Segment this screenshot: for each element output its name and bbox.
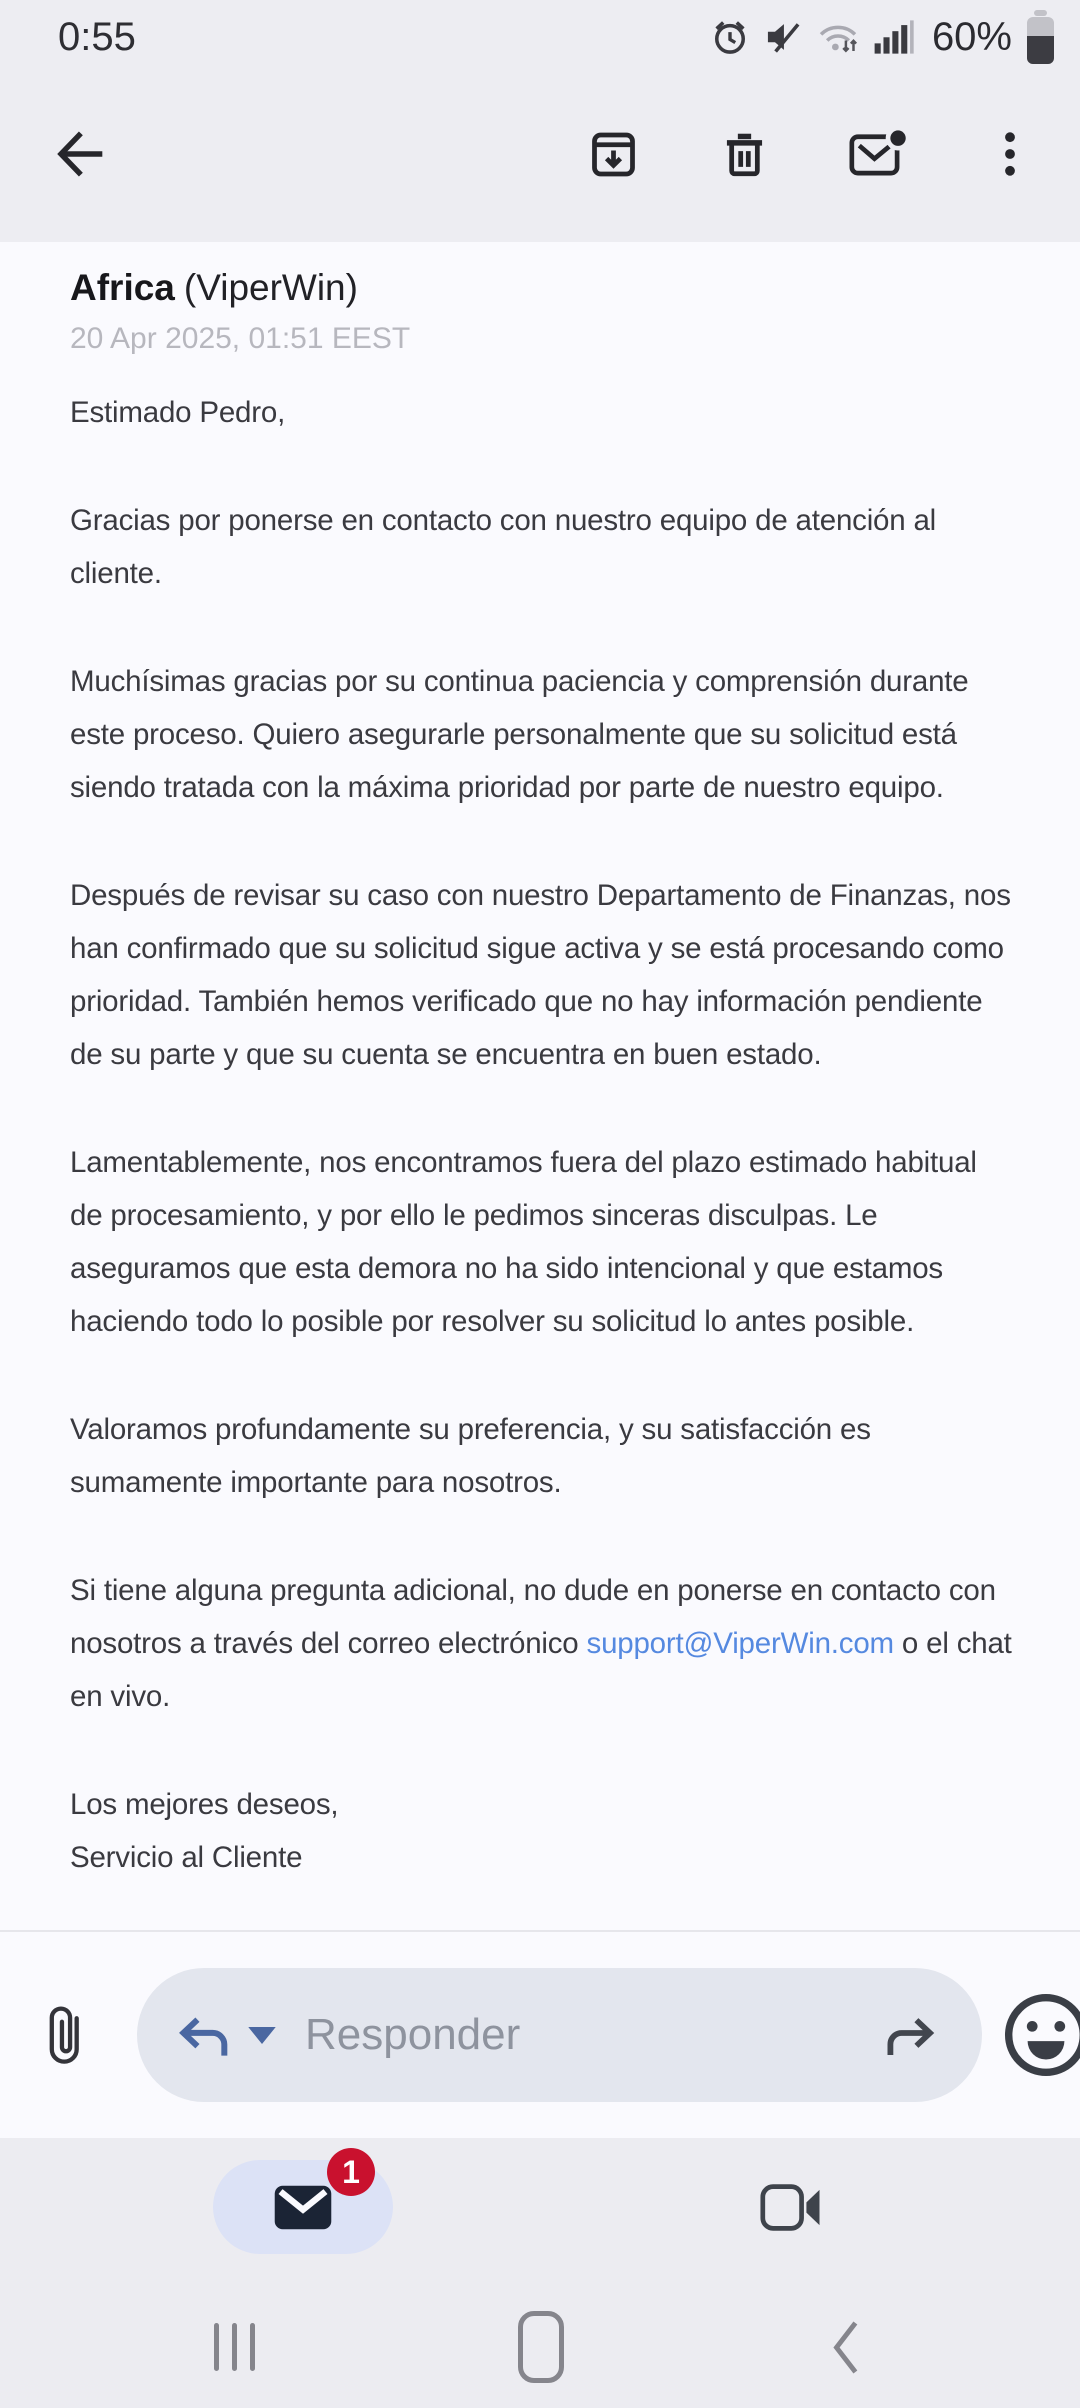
caret-down-icon[interactable] bbox=[247, 2026, 277, 2045]
paragraph: Muchísimas gracias por su continua paciencia y comprensión durante este proceso. Quiero asegurarle personalmente que su solicitud está siendo tratada con la máxima prioridad por parte de nuestro equipo. bbox=[70, 665, 969, 804]
video-app-tab[interactable] bbox=[744, 2160, 838, 2254]
wifi-icon bbox=[816, 18, 860, 56]
sender-line bbox=[70, 264, 1012, 312]
back-icon[interactable] bbox=[46, 123, 108, 185]
video-camera-icon bbox=[760, 2184, 822, 2231]
mark-unread-icon[interactable] bbox=[847, 126, 908, 182]
delete-icon[interactable] bbox=[716, 126, 773, 183]
signoff bbox=[70, 1778, 1012, 1884]
battery-icon bbox=[1027, 10, 1054, 64]
greeting: Estimado Pedro, bbox=[70, 396, 286, 429]
mute-icon bbox=[763, 17, 803, 57]
recents-icon[interactable] bbox=[174, 2286, 294, 2408]
paragraph: Valoramos profundamente su preferencia, y su satisfacción es sumamente importante para nosotros. bbox=[70, 1413, 871, 1499]
email-body bbox=[70, 386, 1012, 1884]
paragraph: Después de revisar su caso con nuestro Departamento de Finanzas, nos han confirmado que su solicitud sigue activa y se está procesando como prioridad. También hemos verificado que no hay información pendiente de su parte y que su cuenta se encuentra en buen estado. bbox=[70, 879, 1011, 1071]
top-header bbox=[0, 0, 1080, 242]
contact-paragraph bbox=[70, 1564, 1012, 1723]
email-content bbox=[0, 242, 1080, 1930]
paperclip-icon[interactable] bbox=[37, 2002, 93, 2068]
contact-text-after: o el chat en vivo. bbox=[70, 1627, 1012, 1713]
archive-icon[interactable] bbox=[585, 126, 642, 183]
mail-app-tab[interactable] bbox=[213, 2153, 393, 2254]
signal-icon bbox=[873, 19, 915, 55]
email-date: 20 Apr 2025, 01:51 EEST bbox=[70, 322, 411, 355]
sender-name: Africa bbox=[70, 267, 175, 308]
support-email-link[interactable]: support@ViperWin.com bbox=[586, 1627, 894, 1660]
signoff-line2: Servicio al Cliente bbox=[70, 1841, 303, 1874]
reply-bar bbox=[0, 1932, 1080, 2138]
battery-percent: 60% bbox=[931, 14, 1012, 59]
back-chevron-icon[interactable] bbox=[785, 2286, 905, 2408]
status-bar bbox=[0, 0, 1080, 66]
toolbar bbox=[0, 66, 1080, 242]
sender-suffix: (ViperWin) bbox=[183, 267, 358, 308]
signoff-line1: Los mejores deseos, bbox=[70, 1788, 339, 1821]
status-icons bbox=[710, 10, 1054, 64]
more-options-icon[interactable] bbox=[982, 126, 1038, 182]
clock: 0:55 bbox=[58, 14, 136, 59]
paragraph: Gracias por ponerse en contacto con nuestro equipo de atención al cliente. bbox=[70, 504, 937, 590]
navigation-bar bbox=[0, 2286, 1080, 2408]
contact-text-before: Si tiene alguna pregunta adicional, no dude en ponerse en contacto con nosotros a través del correo electrónico bbox=[70, 1574, 996, 1660]
forward-arrow-icon[interactable] bbox=[882, 2009, 942, 2061]
reply-input[interactable] bbox=[303, 2009, 882, 2061]
alarm-icon bbox=[710, 17, 750, 57]
reply-arrow-icon[interactable] bbox=[171, 2008, 233, 2062]
unread-badge: 1 bbox=[327, 2148, 375, 2196]
paragraph: Lamentablemente, nos encontramos fuera del plazo estimado habitual de procesamiento, y por ello le pedimos sinceras disculpas. Le aseguramos que esta demora no ha sido intencional y que estamos haciendo todo lo posible por resolver su solicitud lo antes posible. bbox=[70, 1146, 977, 1338]
home-icon[interactable] bbox=[481, 2286, 601, 2408]
task-bar bbox=[0, 2138, 1080, 2286]
mail-filled-icon bbox=[274, 2185, 332, 2230]
reply-field[interactable] bbox=[137, 1968, 982, 2102]
emoji-icon[interactable] bbox=[1000, 1989, 1080, 2081]
